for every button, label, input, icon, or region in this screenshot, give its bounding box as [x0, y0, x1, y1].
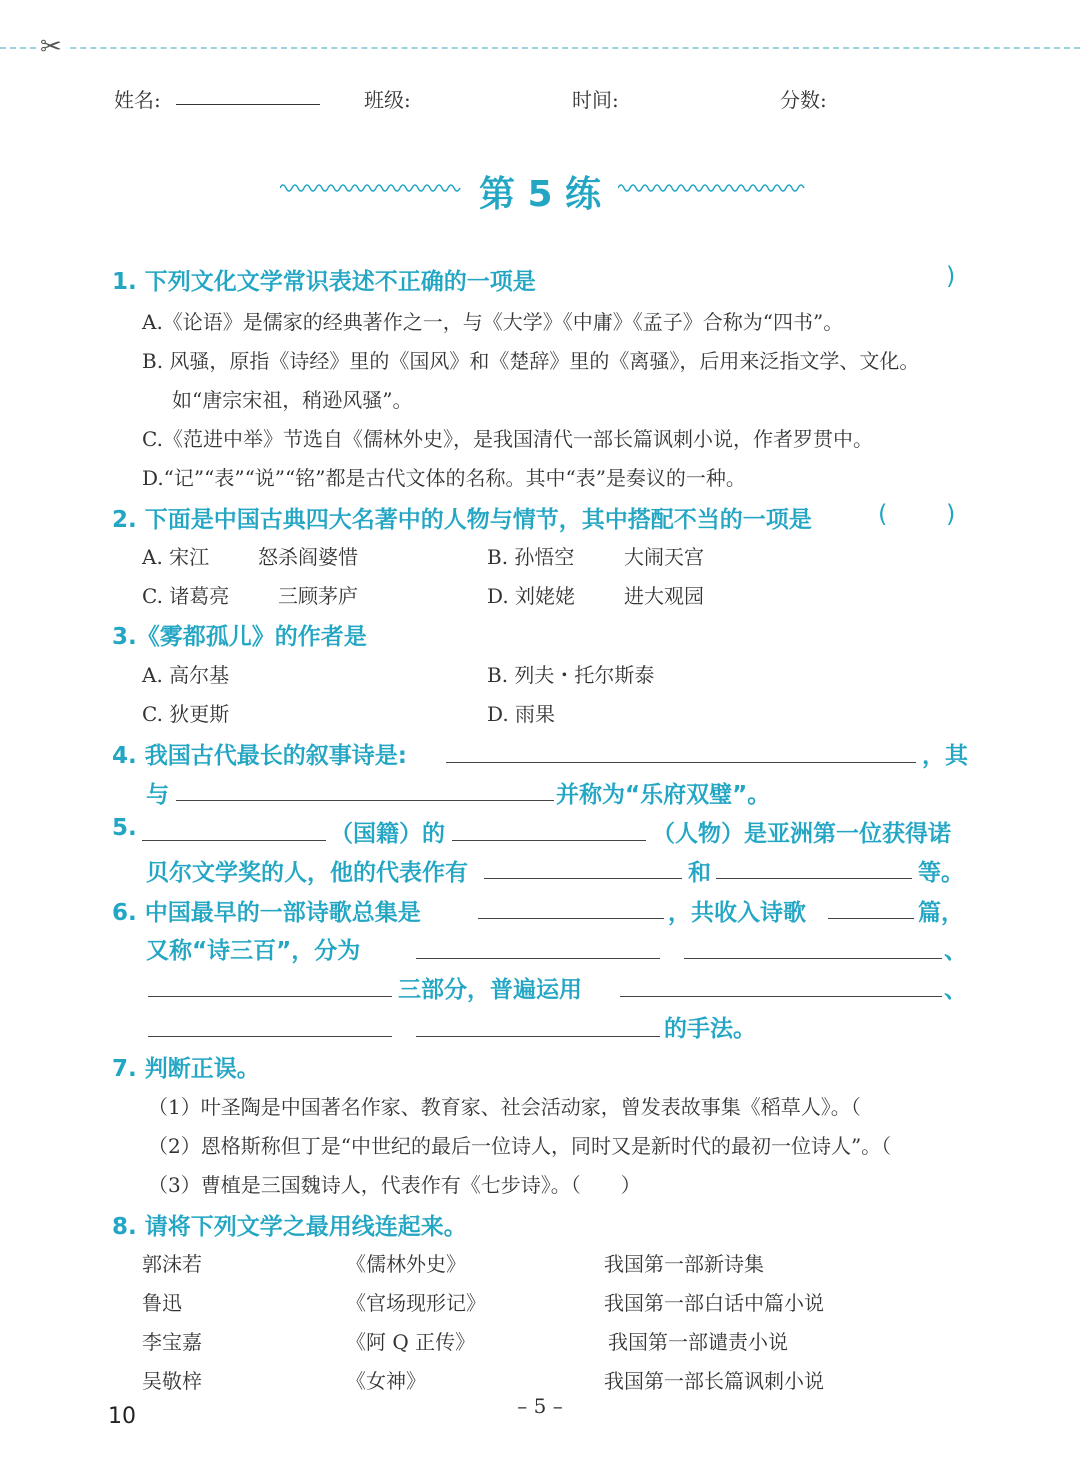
q5-text-5: 等。	[918, 860, 964, 886]
q3-stem: 3.《雾都孤儿》的作者是	[112, 624, 367, 650]
q1-option-b-cont: 如“唐宗宋祖，稍逊风骚”。	[172, 388, 413, 412]
q5-blank-nationality[interactable]	[142, 840, 326, 841]
q6-blank-part-3[interactable]	[148, 996, 392, 997]
q6-blank-count[interactable]	[828, 918, 914, 919]
q5-text-2: （人物）是亚洲第一位获得诺	[652, 821, 951, 847]
q8-first[interactable]: 我国第一部谴责小说	[608, 1330, 788, 1354]
title-wave-right	[618, 180, 808, 196]
q6-blank-technique-2[interactable]	[148, 1036, 392, 1037]
q8-author[interactable]: 李宝嘉	[142, 1330, 202, 1354]
q8-work[interactable]: 《阿 Q 正传》	[346, 1330, 476, 1354]
q2-stem: 2. 下面是中国古典四大名著中的人物与情节，其中搭配不当的一项是	[112, 507, 812, 533]
q5-text-3: 贝尔文学奖的人，他的代表作有	[146, 860, 468, 886]
q1-stem: 1. 下列文化文学常识表述不正确的一项是	[112, 269, 536, 295]
time-label: 时间:	[572, 88, 619, 112]
q3-option-a: A. 高尔基	[142, 663, 230, 687]
q2-close-paren[interactable]: )	[946, 500, 956, 528]
q7-stem: 7. 判断正误。	[112, 1056, 260, 1082]
q8-first[interactable]: 我国第一部新诗集	[604, 1252, 764, 1276]
page-title: 第 5 练	[478, 174, 602, 215]
q1-option-c: C.《范进中举》节选自《儒林外史》，是我国清代一部长篇讽刺小说，作者罗贯中。	[142, 427, 873, 451]
q5-blank-person[interactable]	[452, 840, 646, 841]
q4-text-3: 并称为“乐府双璧”。	[556, 782, 771, 808]
q6-sep-2: 、	[944, 977, 967, 1003]
name-label: 姓名:	[114, 88, 161, 112]
q1-answer-paren[interactable]: )	[946, 262, 956, 290]
q6-text-4: 三部分，普遍运用	[398, 977, 582, 1003]
q8-work[interactable]: 《官场现形记》	[346, 1291, 486, 1315]
q2-option-c-plot: 三顾茅庐	[278, 584, 358, 608]
q2-open-paren[interactable]: (	[878, 500, 888, 528]
q8-stem: 8. 请将下列文学之最用线连起来。	[112, 1214, 467, 1240]
q6-text-1: ，共收入诗歌	[668, 900, 806, 926]
q2-option-b: B. 孙悟空	[487, 545, 575, 569]
q8-author[interactable]: 郭沫若	[142, 1252, 202, 1276]
q6-blank-collection[interactable]	[478, 918, 664, 919]
q5-text-4: 和	[688, 860, 711, 886]
q7-item-2: （2）恩格斯称但丁是“中世纪的最后一位诗人，同时又是新时代的最初一位诗人”。（	[148, 1134, 892, 1158]
q7-item-1: （1）叶圣陶是中国著名作家、教育家、社会活动家，曾发表故事集《稻草人》。（	[148, 1095, 861, 1119]
q1-option-a: A.《论语》是儒家的经典著作之一，与《大学》《中庸》《孟子》合称为“四书”。	[142, 310, 844, 334]
score-label: 分数:	[780, 88, 827, 112]
q5-blank-work-1[interactable]	[484, 878, 682, 879]
q4-text-1: ，其	[922, 743, 968, 769]
q4-blank-2[interactable]	[176, 800, 554, 801]
q6-blank-technique-1[interactable]	[620, 996, 942, 997]
q6-text-3: 又称“诗三百”，分为	[146, 938, 361, 964]
scissors-icon: ✂	[36, 34, 66, 60]
q3-option-d: D. 雨果	[487, 702, 556, 726]
q2-option-b-plot: 大闹天宫	[624, 545, 704, 569]
q5-num: 5.	[112, 815, 137, 841]
q8-first[interactable]: 我国第一部白话中篇小说	[604, 1291, 824, 1315]
q8-work[interactable]: 《儒林外史》	[346, 1252, 466, 1276]
q8-author[interactable]: 鲁迅	[142, 1291, 182, 1315]
q4-blank-1[interactable]	[446, 762, 916, 763]
q2-option-a-plot: 怒杀阎婆惜	[258, 545, 358, 569]
q8-author[interactable]: 吴敬梓	[142, 1369, 202, 1393]
q1-option-d: D.“记”“表”“说”“铭”都是古代文体的名称。其中“表”是奏议的一种。	[142, 466, 746, 490]
q6-text-2: 篇，	[918, 900, 964, 926]
q3-option-b: B. 列夫・托尔斯泰	[487, 663, 655, 687]
q6-text-5: 的手法。	[664, 1016, 756, 1042]
corner-number: 10	[108, 1404, 136, 1429]
q6-sep-1: 、	[944, 938, 967, 964]
q5-text-1: （国籍）的	[330, 821, 445, 847]
class-label: 班级:	[364, 88, 411, 112]
q8-work[interactable]: 《女神》	[346, 1369, 426, 1393]
q2-option-a: A. 宋江	[142, 545, 210, 569]
q3-option-c: C. 狄更斯	[142, 702, 230, 726]
q6-blank-technique-3[interactable]	[416, 1036, 660, 1037]
q2-option-d-plot: 进大观园	[624, 584, 704, 608]
q4-stem: 4. 我国古代最长的叙事诗是:	[112, 743, 407, 769]
q4-text-2: 与	[146, 782, 169, 808]
q2-option-c: C. 诸葛亮	[142, 584, 230, 608]
page-number: – 5 –	[517, 1394, 563, 1418]
q5-blank-work-2[interactable]	[716, 878, 912, 879]
cut-line	[0, 47, 1080, 49]
name-field[interactable]	[176, 104, 320, 105]
q6-blank-part-2[interactable]	[684, 958, 942, 959]
q7-item-3: （3）曹植是三国魏诗人，代表作有《七步诗》。（ ）	[148, 1173, 641, 1197]
q8-first[interactable]: 我国第一部长篇讽刺小说	[604, 1369, 824, 1393]
q6-blank-part-1[interactable]	[416, 958, 660, 959]
q1-option-b: B. 风骚，原指《诗经》里的《国风》和《楚辞》里的《离骚》，后用来泛指文学、文化。	[142, 349, 920, 373]
q6-stem: 6. 中国最早的一部诗歌总集是	[112, 900, 421, 926]
q2-option-d: D. 刘姥姥	[487, 584, 576, 608]
